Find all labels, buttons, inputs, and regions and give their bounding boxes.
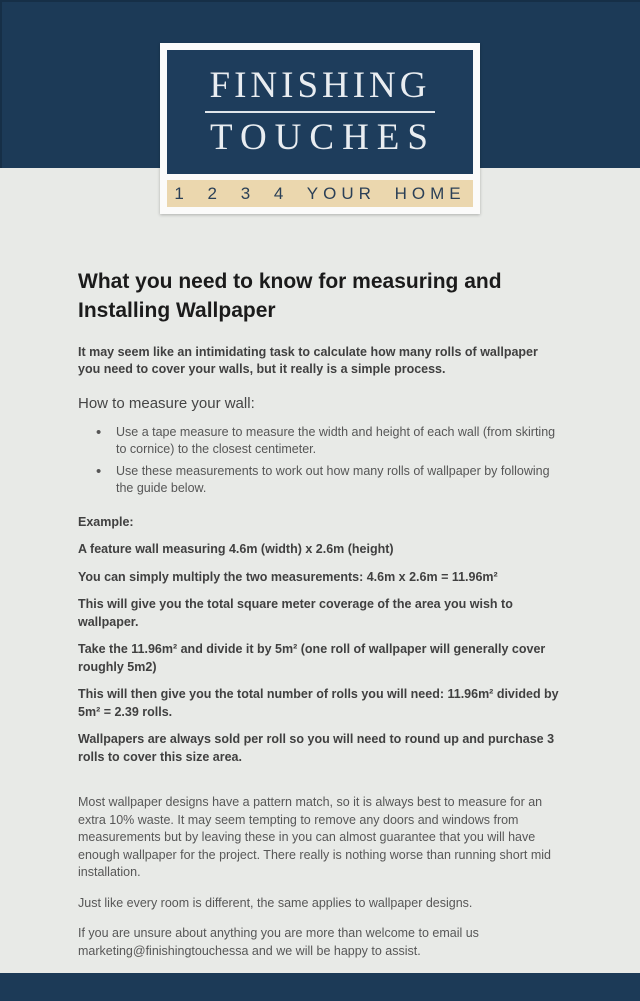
measuring-bullet-list (78, 424, 562, 498)
logo-divider-line (205, 111, 435, 113)
example-line: This will give you the total square meter coverage of the area you wish to wallpaper. (78, 597, 513, 629)
document-body (0, 168, 640, 973)
how-to-heading: How to measure your wall: (78, 394, 255, 412)
footer-band (0, 973, 640, 1001)
example-line: Wallpapers are always sold per roll so you will need to round up and purchase 3 rolls to cover this size area. (78, 732, 555, 764)
bullet-item: • Use a tape measure to measure the width and height of each wall (from skirting to cornice) to the closest centimeter. (78, 424, 562, 459)
logo-tagline: 1 2 3 4 YOUR HOME (167, 180, 473, 207)
example-line: A feature wall measuring 4.6m (width) x 2.6m (height) (78, 542, 394, 557)
example-label: Example: (78, 514, 134, 529)
example-line: Take the 11.96m² and divide it by 5m² (one roll of wallpaper will generally cover roughly 5m2) (78, 642, 546, 674)
example-line: This will then give you the total number of rolls you will need: 11.96m² divided by 5m² = 2.39 rolls. (78, 687, 559, 719)
logo-word-touches: TOUCHES (210, 116, 436, 158)
closing-paragraph: Most wallpaper designs have a pattern match, so it is always best to measure for an extra 10% waste. It may seem tempting to remove any doors and windows from measurements but by leaving these in you can almost guarantee that you will have enough wallpaper for the project. There really is nothing worse than running short mid installation. (78, 795, 551, 880)
header-band (0, 0, 640, 203)
page-title: What you need to know for measuring and Installing Wallpaper (78, 270, 502, 322)
bullet-item: • Use these measurements to work out how many rolls of wallpaper by following the guide below. (78, 463, 562, 498)
closing-paragraph: Just like every room is different, the same applies to wallpaper designs. (78, 895, 473, 910)
section-spacer (78, 776, 562, 794)
logo-word-finishing: FINISHING (209, 64, 431, 106)
intro-paragraph: It may seem like an intimidating task to calculate how many rolls of wallpaper you need to cover your walls, but it really is a simple process. (78, 344, 538, 377)
example-line: You can simply multiply the two measurements: 4.6m x 2.6m = 11.96m² (78, 569, 498, 584)
finishing-touches-logo (160, 43, 480, 214)
logo-wordmark (167, 50, 473, 174)
closing-paragraph-email: If you are unsure about anything you are more than welcome to email us marketing@finishingtouchessa and we will be happy to assist. (78, 926, 479, 958)
